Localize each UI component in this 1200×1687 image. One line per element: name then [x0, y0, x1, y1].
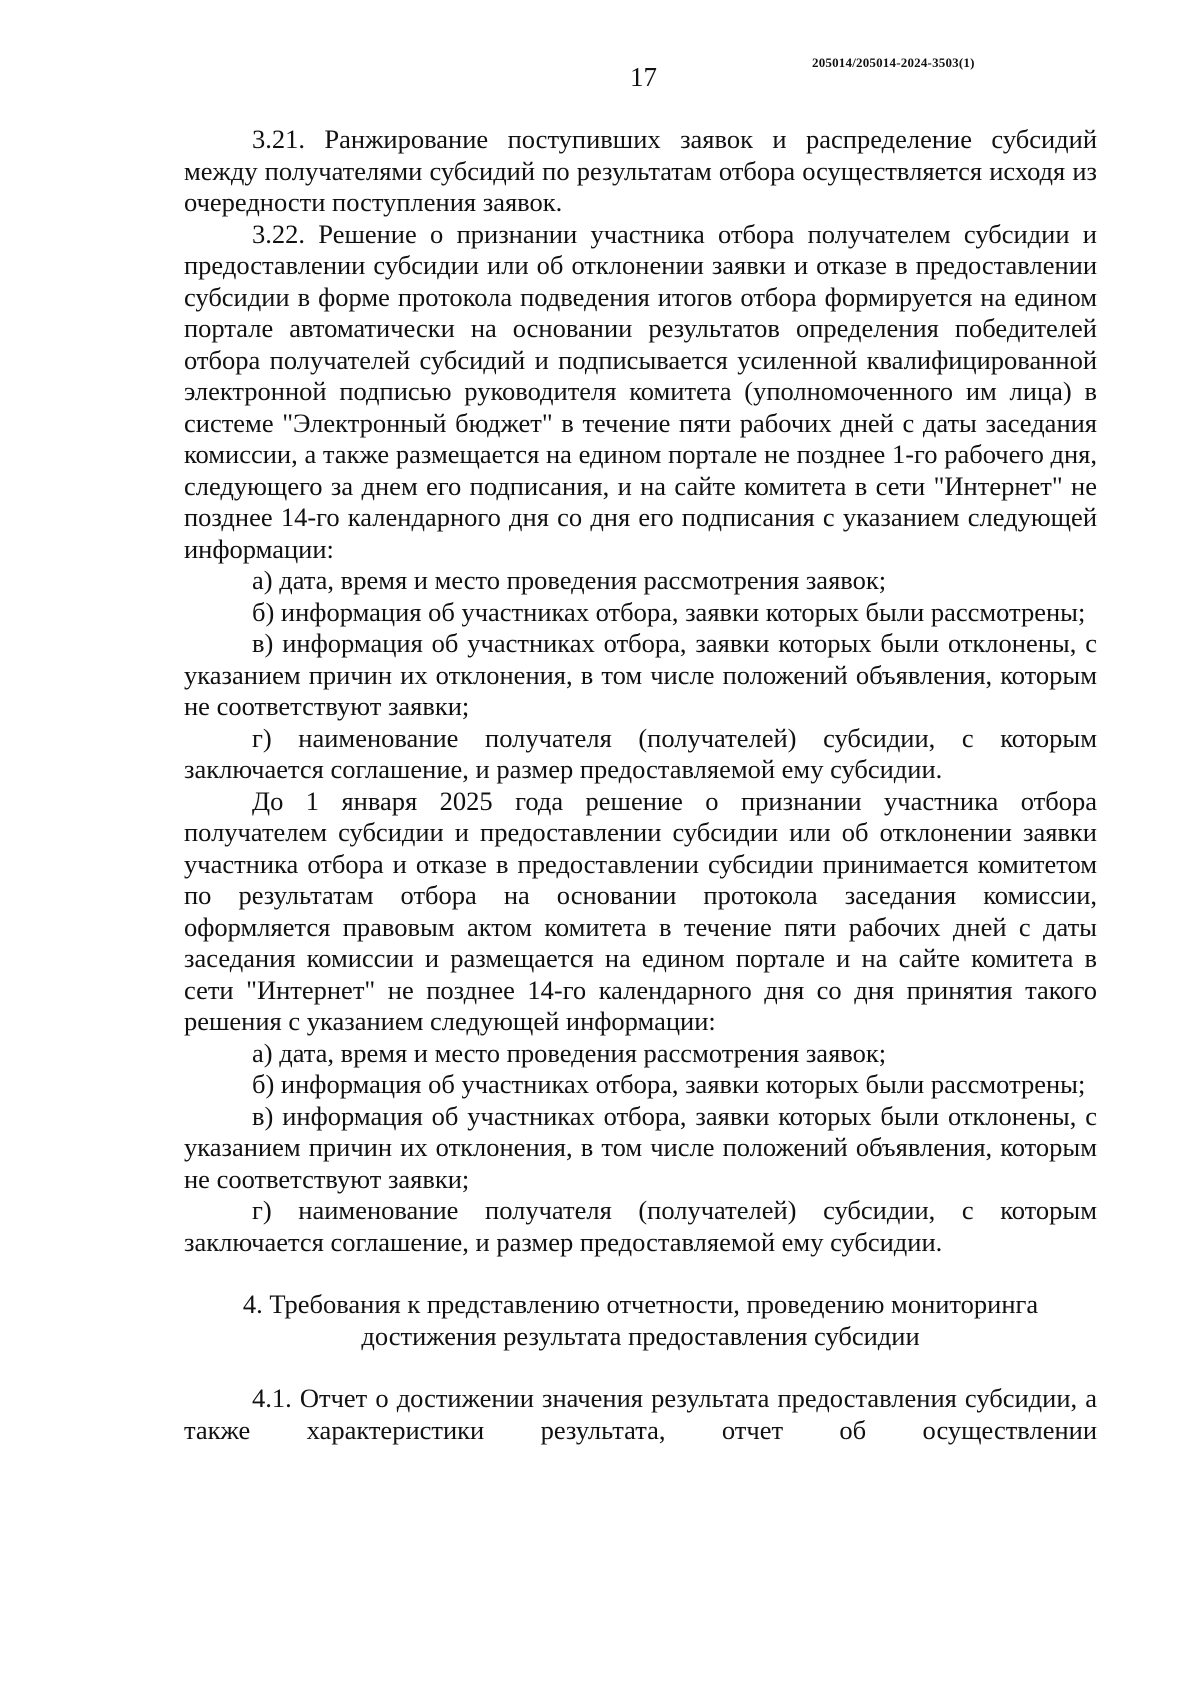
list-item-a: а) дата, время и место проведения рассмотрения заявок; — [252, 565, 887, 595]
list-item-b-2: б) информация об участниках отбора, заявки которых были рассмотрены; — [252, 1069, 1086, 1099]
paragraph-until-2025: До 1 января 2025 года решение о признании участника отбора получателем субсидии и предоставлении субсидии или об отклонении заявки участника отбора и отказе в предоставлении субсидии принимается комитетом по результатам отбора на основании протокола заседания комиссии, оформляется правовым актом комитета в течение пяти рабочих дней с даты заседания комиссии и размещается на едином портале и на сайте комитета в сети "Интернет" не позднее 14-го календарного дня со дня принятия такого решения с указанием следующей информации: — [184, 785, 1097, 1036]
document-body — [184, 124, 1097, 1446]
list-item-a-2: а) дата, время и место проведения рассмотрения заявок; — [252, 1037, 887, 1068]
page-number: 17 — [630, 62, 657, 92]
list-item-v: в) информация об участниках отбора, заявки которых были отклонены, с указанием причин их отклонения, в том числе положений объявления, которым не соответствуют заявки; — [184, 628, 1097, 721]
list-item-b: б) информация об участниках отбора, заявки которых были рассмотрены; — [252, 596, 1086, 627]
paragraph-4-1: 4.1. Отчет о достижении значения результата предоставления субсидии, а также характеристики результата, отчет об осуществлении — [184, 1383, 1097, 1445]
list-item-v-2: в) информация об участниках отбора, заявки которых были отклонены, с указанием причин их отклонения, в том числе положений объявления, которым не соответствуют заявки; — [184, 1100, 1097, 1194]
paragraph-3-21: 3.21. Ранжирование поступивших заявок и распределение субсидий между получателями субсидий по результатам отбора осуществляется исходя из очередности поступления заявок. — [184, 124, 1097, 217]
list-item-g: г) наименование получателя (получателей) субсидии, с которым заключается соглашение, и размер предоставляемой ему субсидии. — [184, 722, 1097, 784]
paragraph-3-22: 3.22. Решение о признании участника отбора получателем субсидии и предоставлении субсидии или об отклонении заявки и отказе в предоставлении субсидии в форме протокола подведения итогов отбора формируется на едином портале автоматически на основании результатов определения победителей отбора получателей субсидий и подписывается усиленной квалифицированной электронной подписью руководителя комитета (уполномоченного им лица) в системе "Электронный бюджет" в течение пяти рабочих дней с даты заседания комиссии, а также размещается на едином портале не позднее 1-го рабочего дня, следующего за днем его подписания, и на сайте комитета в сети "Интернет" не позднее 14-го календарного дня со дня его подписания с указанием следующей информации: — [184, 218, 1097, 564]
section-4-heading: 4. Требования к представлению отчетности, проведению мониторинга достижения результата предоставления субсидии — [242, 1289, 1039, 1351]
document-id: 205014/205014-2024-3503(1) — [812, 55, 975, 70]
list-item-g-2: г) наименование получателя (получателей) субсидии, с которым заключается соглашение, и размер предоставляемой ему субсидии. — [184, 1195, 1097, 1257]
